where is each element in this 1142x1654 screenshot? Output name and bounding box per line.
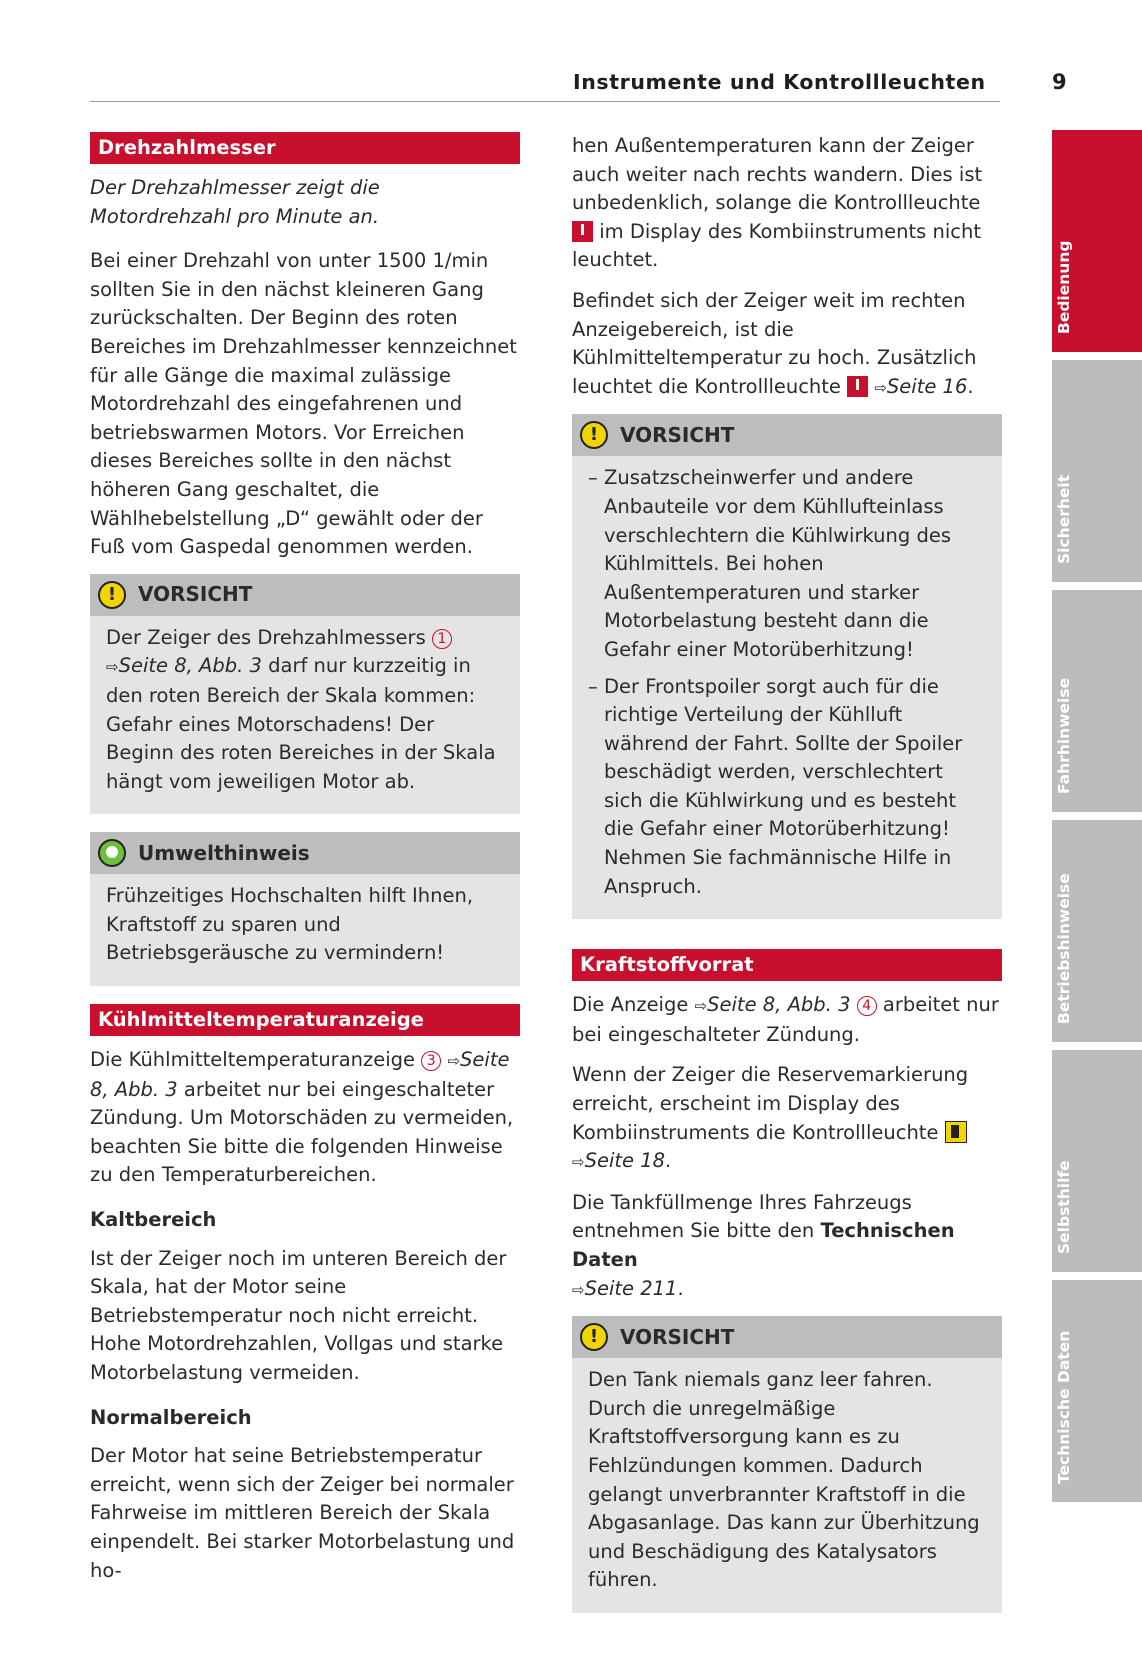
text-part: Befindet sich der Zeiger weit im rechten Anzeigebereich, ist die Kühlmitteltemperatur zu hoch. Zusätzlich leuchtet die Kontrollleuchte: [572, 288, 977, 398]
body-paragraph: [572, 991, 1002, 1049]
caution-label: VORSICHT: [620, 423, 735, 448]
environment-note-header: [90, 832, 520, 874]
callout-number: 4: [857, 996, 877, 1016]
callout-number: 1: [432, 629, 452, 649]
caution-text: Den Tank niemals ganz leer fahren. Durch die unregelmäßige Kraftstoffversorgung kann es zu Fehlzündungen kommen. Dadurch gelangt unverbrannter Kraftstoff in die Abgasanlage. Das kann zur Überhitzung und Beschädigung des Katalysators führen.: [588, 1368, 980, 1592]
arrow-right-icon: ⇨: [572, 1153, 585, 1172]
chapter-tabs: [1052, 130, 1142, 1510]
list-item: – Der Frontspoiler sorgt auch für die richtige Verteilung der Kühlluft während der Fahrt. Sollte der Spoiler beschädigt werden, verschlechtert sich die Kühlwirkung und es besteht die Gefahr einer Motorüberhitzung! Nehmen Sie fachmännische Hilfe in Anspruch.: [588, 673, 986, 902]
caution-box-body: [572, 456, 1002, 913]
arrow-right-icon: ⇨: [694, 997, 708, 1016]
coolant-warning-icon: [847, 376, 868, 397]
caution-box-header: [572, 1316, 1002, 1358]
caution-box-body: [572, 1358, 1002, 1607]
body-paragraph: Befindet sich der Zeiger weit im rechten Anzeigebereich, ist die Kühlmitteltemperatur zu hoch. Zusätzlich leuchtet die Kontrollleuchte ⇨Seite 16.: [572, 288, 977, 398]
page-reference-link[interactable]: Seite 16: [886, 374, 968, 398]
text-part: hen Außentemperaturen kann der Zeiger auch weiter nach rechts wandern. Dies ist unbedenklich, solange die Kontrollleuchte: [572, 134, 983, 215]
body-paragraph: Ist der Zeiger noch im unteren Bereich der Skala, hat der Motor seine Betriebstemperatur noch nicht erreicht. Hohe Motordrehzahlen, Vollgas und starke Motorbelastung vermeiden.: [90, 1246, 507, 1384]
tab-label: Sicherheit: [1055, 474, 1073, 564]
subheading-normalbereich: Normalbereich: [90, 1405, 252, 1429]
exclamation-icon: !: [580, 421, 608, 449]
tab-label: Fahrhinweise: [1055, 677, 1073, 794]
arrow-right-icon: ⇨: [572, 1280, 585, 1299]
caution-box: [90, 574, 520, 815]
caution-label: VORSICHT: [138, 582, 253, 607]
text-part: arbeitet nur bei eingeschalteter Zündung. Um Motorschäden zu vermeiden, beachten Sie bitte die folgenden Hinweise zu den Temperaturbereichen.: [90, 1077, 514, 1187]
caution-box-header: [572, 414, 1002, 456]
text-part: Die Tankfüllmenge Ihres Fahrzeugs entnehmen Sie bitte den: [572, 1190, 912, 1243]
body-paragraph: [572, 132, 1002, 275]
page-reference-link[interactable]: Seite 8, Abb. 3: [707, 993, 851, 1017]
body-paragraph: Wenn der Zeiger die Reservemarkierung erreicht, erscheint im Display des Kombiinstruments die Kontrollleuchte ⇨Seite 18.: [572, 1063, 969, 1173]
page-reference-link[interactable]: Seite 8, Abb. 3: [90, 1048, 510, 1101]
exclamation-icon: !: [98, 581, 126, 609]
fuel-pump-icon: [945, 1121, 967, 1143]
arrow-right-icon: ⇨: [447, 1052, 461, 1071]
body-paragraph: Bei einer Drehzahl von unter 1500 1/min sollten Sie in den nächst kleineren Gang zurückschalten. Der Beginn des roten Bereiches im Drehzahlmesser kennzeichnet für alle Gänge die maximal zulässige Motordrehzahl des eingefahrenen und betriebswarmen Motors. Vor Erreichen dieses Bereiches sollte in den nächst höheren Gang geschaltet, die Wählhebelstellung „D“ gewählt oder der Fuß vom Gaspedal genommen werden.: [90, 249, 517, 559]
caution-text-part: Der Zeiger des Drehzahlmessers: [106, 625, 426, 649]
text-part: im Display des Kombiinstruments nicht leuchtet.: [572, 219, 981, 272]
arrow-right-icon: ⇨: [874, 378, 887, 397]
caution-box: [572, 1316, 1002, 1613]
arrow-right-icon: ⇨: [106, 658, 119, 677]
text-part: Wenn der Zeiger die Reservemarkierung erreicht, erscheint im Display des Kombiinstruments die Kontrollleuchte: [572, 1063, 969, 1144]
section-heading-kuehlmittel: Kühlmitteltemperaturanzeige: [90, 1004, 520, 1036]
list-item: – Zusatzscheinwerfer und andere Anbauteile vor dem Kühllufteinlass verschlechtern die Kühlwirkung des Kühlmittels. Bei hohen Außentemperaturen und starker Motorbelastung besteht dann die Gefahr einer Motorüberhitzung!: [588, 464, 986, 664]
body-paragraph: [90, 1046, 520, 1190]
page-reference-link[interactable]: Seite 18: [584, 1149, 666, 1173]
header-divider: [90, 101, 1000, 102]
tab-label: Technische Daten: [1055, 1330, 1073, 1484]
caution-label: VORSICHT: [620, 1324, 735, 1349]
caution-box: [572, 414, 1002, 919]
tab-selbsthilfe[interactable]: [1052, 1050, 1142, 1272]
running-header-title: Instrumente und Kontrollleuchten: [573, 70, 986, 94]
exclamation-icon: !: [580, 1323, 608, 1351]
page-reference-link[interactable]: Seite 211: [584, 1276, 678, 1300]
coolant-warning-icon: [572, 221, 593, 242]
lead-paragraph: Der Drehzahlmesser zeigt die Motordrehzahl pro Minute an.: [90, 176, 380, 228]
page-reference-link[interactable]: Seite 8, Abb. 3: [118, 654, 262, 678]
caution-text: [106, 624, 504, 797]
tab-sicherheit[interactable]: [1052, 360, 1142, 582]
tab-label: Bedienung: [1055, 240, 1073, 334]
body-paragraph: Die Tankfüllmenge Ihres Fahrzeugs entnehmen Sie bitte den Technischen Daten ⇨Seite 211.: [572, 1190, 955, 1300]
environment-note-text: Frühzeitiges Hochschalten hilft Ihnen, Kraftstoff zu sparen und Betriebsgeräusche zu vermindern!: [106, 884, 474, 965]
left-column: [90, 132, 520, 1597]
caution-box-header: [90, 574, 520, 616]
tab-label: Betriebshinweise: [1055, 873, 1073, 1024]
subheading-kaltbereich: Kaltbereich: [90, 1208, 217, 1232]
section-heading-drehzahlmesser: Drehzahlmesser: [90, 132, 520, 164]
environment-note-body: [90, 874, 520, 980]
section-heading-kraftstoffvorrat: Kraftstoffvorrat: [572, 949, 1002, 981]
tab-label: Selbsthilfe: [1055, 1160, 1073, 1254]
page-number: 9: [1052, 70, 1067, 94]
callout-number: 3: [421, 1051, 441, 1071]
caution-text-part: darf nur kurzzeitig in den roten Bereich der Skala kommen: Gefahr eines Motorschadens! Der Beginn des roten Bereiches in der Skala hängt vom jeweiligen Motor ab.: [106, 654, 496, 793]
caution-box-body: [90, 616, 520, 809]
right-column: [572, 132, 1002, 1631]
tree-icon: [98, 839, 126, 867]
environment-note-box: [90, 832, 520, 986]
text-part: Die Kühlmitteltemperaturanzeige: [90, 1048, 416, 1072]
tab-bedienung[interactable]: [1052, 130, 1142, 352]
tab-fahrhinweise[interactable]: [1052, 590, 1142, 812]
body-paragraph: Der Motor hat seine Betriebstemperatur erreicht, wenn sich der Zeiger bei normaler Fahrweise im mittleren Bereich der Skala einpendelt. Bei starker Motorbelastung und ho-: [90, 1444, 515, 1582]
tab-betriebshinweise[interactable]: [1052, 820, 1142, 1042]
environment-note-label: Umwelthinweis: [138, 840, 310, 865]
text-part: Die Anzeige: [572, 993, 689, 1017]
bold-reference: Technischen Daten: [572, 1219, 955, 1271]
tab-technische-daten[interactable]: [1052, 1280, 1142, 1502]
text-part: arbeitet nur bei eingeschalteter Zündung.: [572, 993, 999, 1046]
